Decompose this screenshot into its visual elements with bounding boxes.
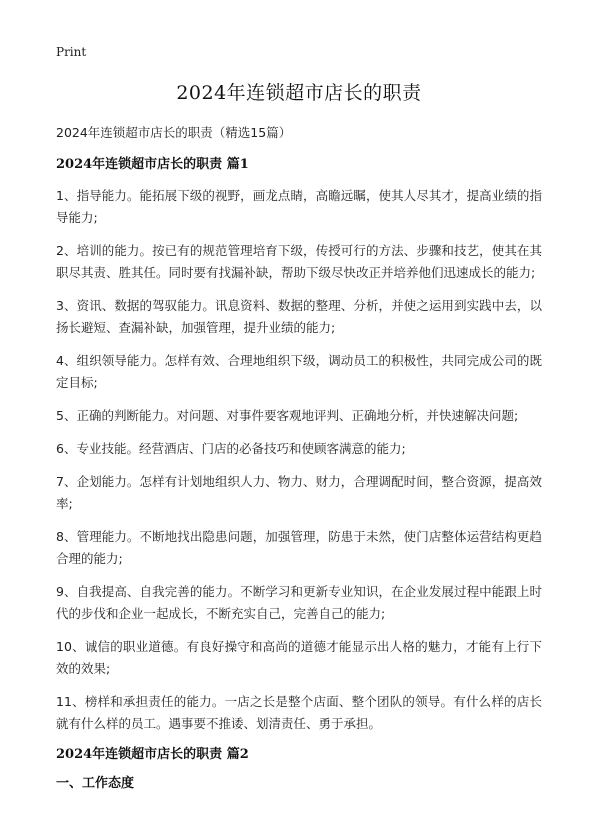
document-title: 2024年连锁超市店长的职责	[176, 82, 422, 104]
duty-item-1: 1、指导能力。能拓展下级的视野，画龙点睛，高瞻远瞩，使其人尽其才，提高业绩的指导能力;	[56, 188, 542, 225]
duty-item-5: 5、正确的判断能力。对问题、对事件要客观地评判、正确地分析，并快速解决问题;	[56, 408, 519, 423]
duty-item-2: 2、培训的能力。按已有的规范管理培育下级，传授可行的方法、步骤和技艺，使其在其职尽其责、胜其任。同时要有找漏补缺，帮助下级尽快改正并培养他们迅速成长的能力;	[56, 243, 542, 280]
duty-item-9: 9、自我提高、自我完善的能力。不断学习和更新专业知识，在企业发展过程中能跟上时代的步伐和企业一起成长，不断充实自己，完善自己的能力;	[56, 584, 542, 621]
section-2-heading: 2024年连锁超市店长的职责 篇2	[56, 747, 249, 762]
duty-item-8: 8、管理能力。不断地找出隐患问题，加强管理，防患于未然，使门店整体运营结构更趋合理的能力;	[56, 529, 542, 566]
section-1-items	[56, 185, 542, 735]
duty-item-6: 6、专业技能。经营酒店、门店的必备技巧和使顾客满意的能力;	[56, 441, 406, 456]
section-1-heading: 2024年连锁超市店长的职责 篇1	[56, 157, 249, 172]
section-2-subheading: 一、工作态度	[56, 776, 135, 791]
document-subtitle: 2024年连锁超市店长的职责（精选15篇）	[56, 125, 292, 140]
duty-item-4: 4、组织领导能力。怎样有效、合理地组织下级，调动员工的积极性，共同完成公司的既定目标;	[56, 353, 542, 390]
duty-item-3: 3、资讯、数据的驾驭能力。讯息资料、数据的整理、分析，并使之运用到实践中去，以扬长避短、查漏补缺，加强管理，提升业绩的能力;	[56, 298, 542, 335]
duty-item-11: 11、榜样和承担责任的能力。一店之长是整个店面、整个团队的领导。有什么样的店长就有什么样的员工。遇事要不推诿、划清责任、勇于承担。	[56, 694, 542, 731]
print-label: Print	[56, 45, 87, 59]
duty-item-10: 10、诚信的职业道德。有良好操守和高尚的道德才能显示出人格的魅力，才能有上行下效的效果;	[56, 639, 542, 676]
duty-item-7: 7、企划能力。怎样有计划地组织人力、物力、财力，合理调配时间，整合资源，提高效率;	[56, 474, 542, 511]
